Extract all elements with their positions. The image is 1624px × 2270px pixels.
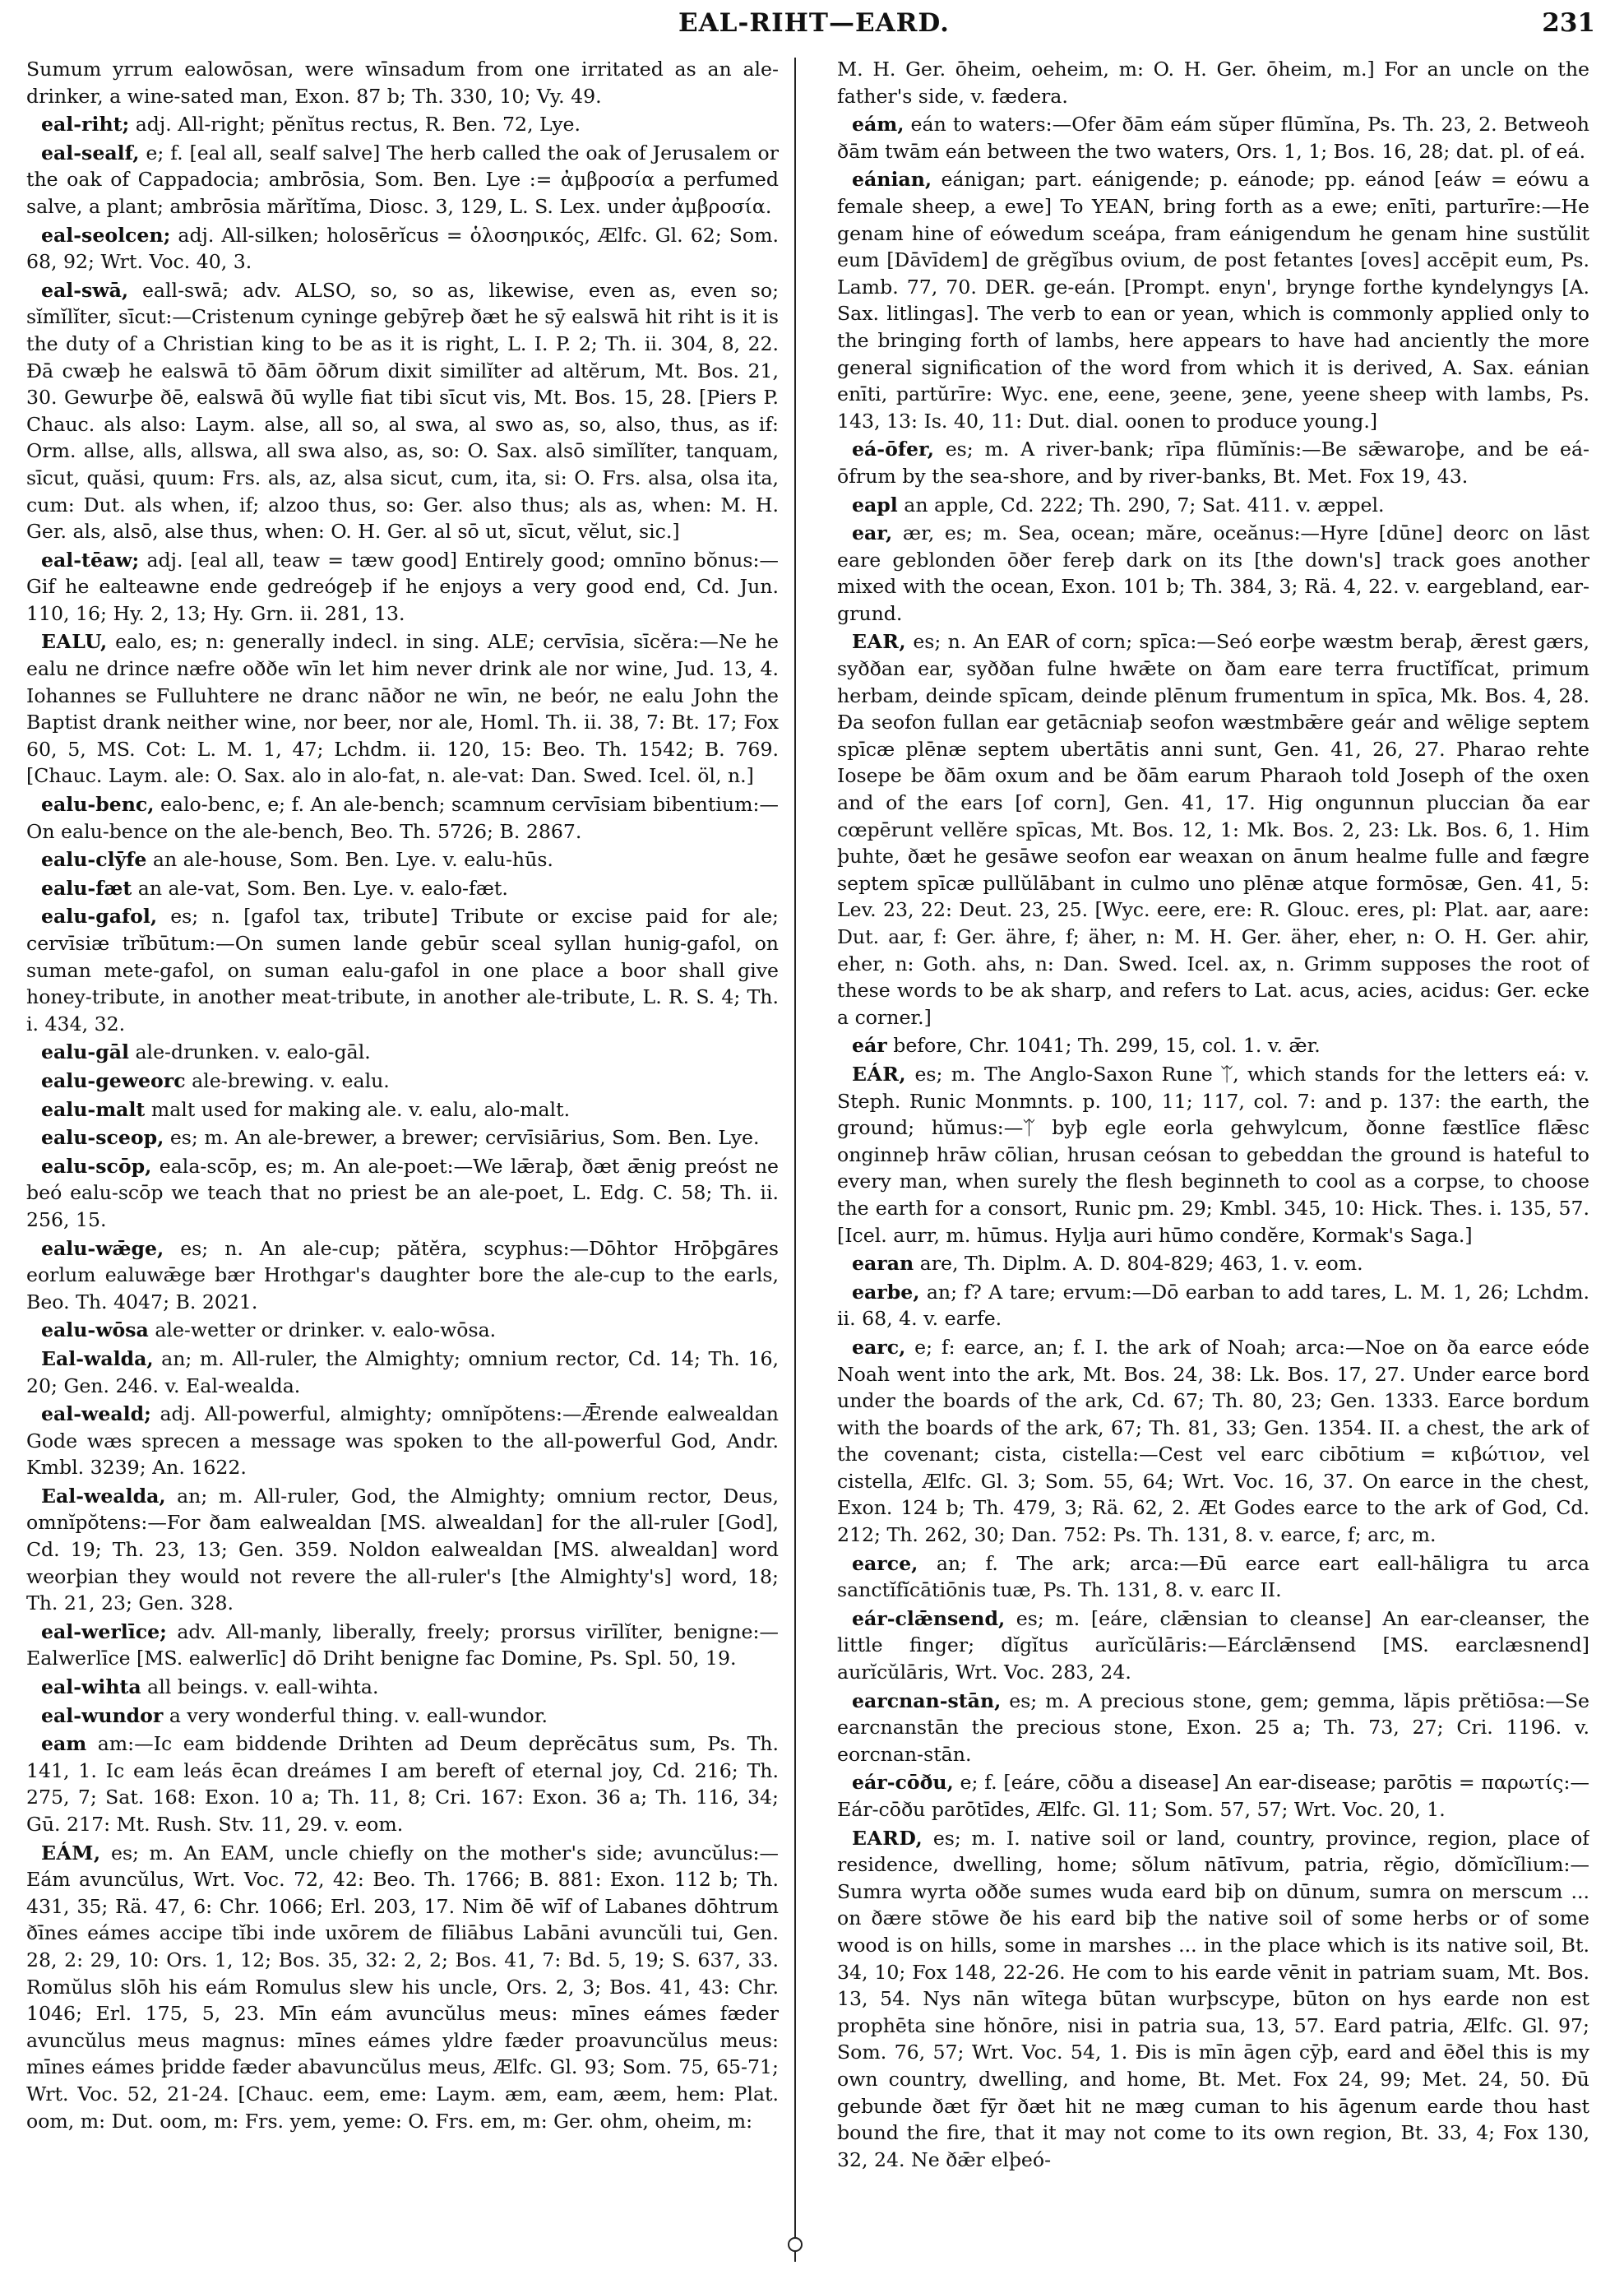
dictionary-entry [26, 1674, 779, 1701]
entry-text: ale-drunken. v. ealo-gāl. [135, 1040, 371, 1064]
entry-text: an; f. The ark; arca:—Ðū earce eart eall-hāligra tu arca sanctĭfĭcātiōnis tuæ, Ps. Th. 131, 8. v. earc II. [837, 1551, 1589, 1602]
entry-text: are, Th. Diplm. A. D. 804-829; 463, 1. v. eom. [919, 1252, 1363, 1276]
entry-headword: ealu-sceop, [41, 1126, 164, 1150]
entry-headword: eal-wihta [41, 1675, 141, 1699]
dictionary-entry [837, 492, 1589, 519]
dictionary-entry [837, 56, 1589, 109]
dictionary-entry [837, 436, 1589, 489]
entry-text: ale-brewing. v. ealu. [192, 1068, 390, 1092]
entry-headword: Eal-wealda, [41, 1484, 166, 1508]
dictionary-entry [26, 1068, 779, 1095]
entry-text: an; m. All-ruler, God, the Almighty; omnium rector, Deus, omnĭpŏtens:—For ðam ealwealdan [MS. alwealdan] for the all-ruler [God], Cd. 19; Th. 23, 13; Gen. 359. Noldon ealwealdan [MS. alwealdan] word weorþian they would not revere the all-ruler's [the Almighty's] word, 18; Th. 21, 23; Gen. 328. [26, 1484, 779, 1615]
entry-headword: eal-weald; [41, 1402, 151, 1426]
dictionary-entry [837, 1688, 1589, 1768]
dictionary-entry [26, 140, 779, 220]
dictionary-entry [837, 1334, 1589, 1549]
entry-text: es; m. An EAM, uncle chiefly on the mother's side; avuncŭlus:—Eám avuncŭlus, Wrt. Voc. 72, 42: Beo. Th. 1766; B. 881: Exon. 112 b; Th. 431, 35; Rä. 47, 6: Chr. 1066; Erl. 203, 17. Nim ðē wīf of Labanes dōhtrum ðīnes eámes accipe tĭbi inde uxōrem de fīliābus Labāni avuncŭli tui, Gen. 28, 2: 29, 10: Ors. 1, 12; Bos. 35, 32: 2, 2; Bos. 41, 7: Bd. 5, 19; S. 637, 33. Romŭlus slōh his eám Romulus slew his uncle, Ors. 2, 3; Bos. 41, 43: Chr. 1046; Erl. 175, 5, 23. Mīn eám avuncŭlus meus: mīnes eámes fæder avuncŭlus meus magnus: mīnes eámes yldre fæder proavuncŭlus meus: mīnes eámes þridde fæder abavuncŭlus meus, Ælfc. Gl. 93; Som. 75, 65-71; Wrt. Voc. 52, 21-24. [Chauc. eem, eme: Laym. æm, eam, æem, hem: Plat. oom, m: Dut. oom, m: Frs. yem, yeme: O. Frs. em, m: Ger. ohm, oheim, m: [26, 1841, 779, 2133]
dictionary-entry [26, 1235, 779, 1316]
entry-text: es; n. An ale-cup; pătĕra, scyphus:—Dōhtor Hrōþgāres eorlum ealuwǣge bær Hrothgar's daughter bore the ale-cup to the earls, Beo. Th. 4047; B. 2021. [26, 1236, 779, 1313]
entry-text: adj. [eal all, teaw = tæw good] Entirely good; omnīno bŏnus:—Gif he ealteawne ende gedreógeþ if he enjoys a very good end, Cd. Jun. 110, 16; Hy. 2, 13; Hy. Grn. ii. 281, 13. [26, 548, 779, 625]
entry-text: adj. All-silken; holosērĭcus = ὁλοσηρικός, Ælfc. Gl. 62; Som. 68, 92; Wrt. Voc. 40, 3. [26, 223, 779, 274]
dictionary-entry [837, 1550, 1589, 1604]
entry-headword: ealu-geweorc [41, 1068, 186, 1092]
entry-headword: eár-cōðu, [852, 1771, 954, 1795]
dictionary-entry [26, 903, 779, 1037]
entry-headword: eal-seolcen; [41, 223, 171, 247]
entry-headword: Eal-walda, [41, 1346, 154, 1370]
entry-text: eán to waters:—Ofer ðām eám sŭper flūmĭna, Ps. Th. 23, 2. Betweoh ðām twām eán between the two waters, Ors. 1, 1; Bos. 16, 28; dat. pl. of eá. [837, 113, 1589, 163]
entry-text: e; f: earce, an; f. I. the ark of Noah; arca:—Noe on ða earce eóde Noah went into the ark, Mt. Bos. 24, 38: Lk. Bos. 17, 27. Under earce bord under the boards of the ark, Cd. 67; Th. 80, 23; Gen. 1333. Earce bordum with the boards of the ark, 67; Th. 81, 33; Gen. 1354. II. a chest, the ark of the covenant; cista, cistella:—Cest vel earc cibōtium = κιβώτιον, vel cistella, Ælfc. Gl. 3; Som. 55, 64; Wrt. Voc. 16, 37. On earce in the chest, Exon. 124 b; Th. 479, 3; Rä. 62, 2. Æt Godes earce to the ark of God, Cd. 212; Th. 262, 30; Dan. 752: Ps. Th. 131, 8. v. earce, f; arc, m. [837, 1335, 1589, 1547]
entry-text: es; n. An EAR of corn; spīca:—Seó eorþe wæstm beraþ, ǣrest gærs, syððan ear, syððan fulne hwǣte on ðam eare terra fructĭfĭcat, primum herbam, deinde spīcam, deinde plēnum frumentum in spīca, Mk. Bos. 4, 28. Ða seofon fullan ear getācniaþ seofon wæstmbǣre geár and wēlige septem spīcæ plēnæ septem ubertātis anni sunt, Gen. 41, 26, 27. Pharao rehte Iosepe be ðām oxum and be ðām earum Pharaoh told Joseph of the oxen and of the ears [of corn], Gen. 41, 17. Hig ongunnun pluccian ða ear cœpērunt vellĕre spīcas, Mt. Bos. 12, 1: Mk. Bos. 2, 23: Lk. Bos. 6, 1. Him þuhte, ðæt he gesāwe seofon ear weaxan on ānum healme fulle and fægre septem spīcæ pullŭlābant in culmo uno plēnæ atque formōsæ, Gen. 41, 5: Lev. 23, 22: Deut. 23, 25. [Wyc. eere, ere: R. Glouc. eres, pl: Plat. aar, aare: Dut. aar, f: Ger. ähre, f; äher, n: M. H. Ger. äher, eher, n: O. H. Ger. ahir, eher, n: Goth. ahs, n: Dan. Swed. Icel. ax, n. Grimm supposes the root of these words to be ak sharp, and refers to Lat. acus, acies, acidus: Ger. ecke a corner.] [837, 630, 1589, 1029]
entry-headword: eam [41, 1732, 87, 1756]
entry-headword: eánian, [852, 168, 932, 192]
entry-text: es; m. [eáre, clǣnsian to cleanse] An ear-cleanser, the little finger; dĭgĭtus aurĭcŭlāris:—Eárclǣnsend [MS. earclæsnend] aurĭcŭlāris, Wrt. Voc. 283, 24. [837, 1606, 1589, 1684]
dictionary-entry [26, 1153, 779, 1234]
dictionary-entry [26, 56, 779, 109]
entry-headword: EÁM, [41, 1841, 101, 1865]
entry-headword: EÁR, [852, 1062, 907, 1086]
entry-text: adj. All-right; pĕnĭtus rectus, R. Ben. 72, Lye. [135, 113, 581, 137]
dictionary-entry [26, 1039, 779, 1066]
entry-headword: earc, [852, 1335, 906, 1359]
entry-headword: eal-riht; [41, 113, 130, 137]
entry-text: es; m. I. native soil or land, country, province, region, place of residence, dwelling, home; sŏlum nātīvum, patria, rĕgio, dŏmĭcĭlium:—Sumra wyrta oððe sumes wuda eard biþ on dūnum, sumra on merscum ... on ðære stōwe ðe his eard biþ the native soil of some herbs or of some wood is on hills, some in marshes ... in the place which is its native soil, Bt. 34, 10; Fox 148, 22-26. He com to his earde vēnit in patriam suam, Mt. Bos. 13, 54. Nys nān wītega būtan wurþscype, būton on hys earde non est prophēta sine hŏnōre, nisi in patria sua, 13, 57. Eard patria, Ælfc. Gl. 97; Som. 76, 57; Wrt. Voc. 54, 1. Ðis is mīn āgen cȳþ, eard and ēðel this is my own country, dwelling, and home, Bt. Met. Fox 24, 99; Met. 24, 50. Ðū gebunde ðæt fȳr ðæt hit ne mæg cuman to his āgenum earde thou hast bound the fire, that it may not come to its own region, Bt. 33, 4; Fox 130, 32, 24. Ne ðǣr elþeó- [837, 1826, 1589, 2171]
entry-text: e; f. [eal all, sealf salve] The herb called the oak of Jerusalem or the oak of Cappadocia; ambrōsia, Som. Ben. Lye := ἀμβροσία a perfumed salve, a plant; ambrōsia mărĭtĭma, Diosc. 3, 129, L. S. Lex. under ἀμβροσία. [26, 141, 779, 218]
dictionary-entry [26, 1483, 779, 1617]
entry-text: a very wonderful thing. v. eall-wundor. [169, 1703, 548, 1727]
dictionary-entry [26, 277, 779, 545]
entry-text: ær, es; m. Sea, ocean; măre, oceănus:—Hyre [dūne] deorc on lāst eare geblonden ōðer fereþ dark on its [the down's] track goes another mixed with the ocean, Exon. 101 b; Th. 384, 3; Rä. 4, 22. v. eargebland, ear-grund. [837, 521, 1589, 625]
entry-headword: eapl [852, 493, 898, 517]
dictionary-entry [26, 1124, 779, 1151]
entry-headword: ealu-scōp, [41, 1154, 152, 1178]
dictionary-entry [26, 222, 779, 276]
dictionary-entry [26, 111, 779, 138]
dictionary-entry [837, 1769, 1589, 1823]
dictionary-entry [837, 520, 1589, 627]
entry-headword: eá-ōfer, [852, 438, 934, 461]
dictionary-entry [26, 547, 779, 628]
dictionary-entry [26, 1401, 779, 1481]
entry-headword: eal-swā, [41, 278, 129, 302]
entry-headword: earce, [852, 1551, 918, 1575]
entry-text: ealo-benc, e; f. An ale-bench; scamnum cervīsiam bibentium:—On ealu-bence on the ale-bench, Beo. Th. 5726; B. 2867. [26, 793, 779, 843]
entry-headword: ealu-fæt [41, 876, 132, 900]
entry-text: es; m. A precious stone, gem; gemma, lăpis prĕtiōsa:—Se earcnanstān the precious stone, Exon. 25 a; Th. 73, 27; Cri. 1196. v. eorcnan-stān. [837, 1689, 1589, 1766]
entry-text: an apple, Cd. 222; Th. 290, 7; Sat. 411. v. æppel. [904, 493, 1385, 517]
entry-headword: eal-tēaw; [41, 548, 140, 572]
entry-headword: ealu-clȳfe [41, 848, 147, 872]
entry-text: an ale-house, Som. Ben. Lye. v. ealu-hūs. [152, 848, 553, 872]
entry-text: am:—Ic eam biddende Drihten ad Deum deprĕcātus sum, Ps. Th. 141, 1. Ic eam leás ēcan dreámes I am bereft of eternal joy, Cd. 216; Th. 275, 7; Sat. 168: Exon. 10 a; Th. 11, 8; Cri. 167: Exon. 36 a; Th. 116, 34; Gū. 217: Mt. Rush. Stv. 11, 29. v. eom. [26, 1732, 779, 1836]
entry-text: before, Chr. 1041; Th. 299, 15, col. 1. v. ǣr. [893, 1034, 1321, 1058]
left-column [26, 56, 779, 2268]
entry-headword: eal-sealf, [41, 141, 140, 164]
page-header [33, 8, 1595, 44]
entry-text: es; m. An ale-brewer, a brewer; cervīsiārius, Som. Ben. Lye. [169, 1126, 760, 1150]
dictionary-entry [837, 1250, 1589, 1277]
entry-text: es; n. [gafol tax, tribute] Tribute or excise paid for ale; cervīsiæ trĭbūtum:—On sumen lande gebūr sceal syllan hunig-gafol, on suman mete-gafol, on suman ealu-gafol in one place a boor shall give honey-tribute, in another meat-tribute, in another ale-tribute, L. R. S. 4; Th. i. 434, 32. [26, 905, 779, 1035]
entry-text: eánigan; part. eánigende; p. eánode; pp. eánod [eáw = eówu a female sheep, a ewe] To YEAN, bring forth as a ewe; enīti, parturīre:—He genam hine of eówedum sceápa, fram eánigendum he genam hine sustŭlit eum [Dāvīdem] de grĕgĭbus ovium, de post fetantes [oves] accēpit eum, Ps. Lamb. 77, 70. DER. ge-eán. [Prompt. enyn', brynge forthe kyndelyngys [A. Sax. litlingas]. The verb to ean or yean, which is commonly applied only to the bringing forth of lambs, here appears to have had anciently the more general signification of the word from which it is derived, A. Sax. eánian enīti, partŭrīre: Wyc. ene, eene, ȝeene, ȝene, yeene sheep with lambs, Ps. 143, 13: Is. 40, 11: Dut. dial. oonen to produce young.] [837, 168, 1589, 433]
entry-text: ale-wetter or drinker. v. ealo-wōsa. [155, 1318, 497, 1342]
dictionary-entry [26, 628, 779, 790]
entry-text: an ale-vat, Som. Ben. Lye. v. ealo-fæt. [137, 876, 508, 900]
entry-headword: ealu-wōsa [41, 1318, 149, 1342]
entry-headword: earcnan-stān, [852, 1689, 1002, 1712]
column-rule-ornament [788, 2237, 803, 2252]
dictionary-entry [837, 1279, 1589, 1332]
entry-text: M. H. Ger. ōheim, oeheim, m: O. H. Ger. ōheim, m.] For an uncle on the father's side, v. fædera. [837, 58, 1589, 108]
running-head: EAL-RIHT—EARD. [678, 8, 950, 38]
dictionary-entry [26, 875, 779, 902]
entry-headword: ealu-benc, [41, 793, 155, 817]
dictionary-entry [837, 1032, 1589, 1059]
entry-text: ealo, es; n: generally indecl. in sing. ALE; cervīsia, sīcĕra:—Ne he ealu ne drince næfre oððe wīn let him never drink ale nor wine, Jud. 13, 4. Iohannes se Fulluhtere ne dranc nāðor ne wīn, ne beór, ne ealu John the Baptist drank neither wine, nor beer, nor ale, Homl. Th. ii. 38, 7: Bt. 17; Fox 60, 5, MS. Cot: L. M. 1, 47; Lchdm. ii. 120, 15: Beo. Th. 1542; B. 769. [Chauc. Laym. ale: O. Sax. alo in alo-fat, n. ale-vat: Dan. Swed. Icel. öl, n.] [26, 630, 779, 788]
entry-text: eall-swā; adv. ALSO, so, so as, likewise, even as, even so; sĭmĭlĭter, sīcut:—Cristenum cyninge gebȳreþ ðæt he sȳ ealswā hit riht is it is the duty of a Christian king to be as it is right, L. I. P. 2; Th. ii. 304, 8, 22. Ðā cwæþ he ealswā tō ðām ōðrum dixit similĭter ad altĕrum, Mt. Bos. 21, 30. Gewurþe ðē, ealswā ðū wylle fiat tibi sīcut vis, Mt. Bos. 15, 28. [Piers P. Chauc. als also: Laym. alse, all so, al swa, al swo as, so, also, thus, as if: Orm. allse, alls, allswa, all swa also, as, so: O. Sax. alsō simĭlĭter, tanquam, sīcut, quăsi, quum: Frs. als, az, alsa sicut, cum, ita, si: O. Frs. alsa, olsa ita, cum: Dut. als when, if; alzoo thus, so: Ger. also thus; als as, when: M. H. Ger. als, alsō, alse thus, when: O. H. Ger. al sō ut, sīcut, vĕlut, sic.] [26, 278, 779, 544]
dictionary-entry [837, 1061, 1589, 1248]
entry-text: e; f. [eáre, cōðu a disease] An ear-disease; parōtis = παρωτίς:—Eár-cōðu parōtīdes, Ælfc. Gl. 11; Som. 57, 57; Wrt. Voc. 20, 1. [837, 1771, 1589, 1821]
entry-text: an; f? A tare; ervum:—Dō earban to add tares, L. M. 1, 26; Lchdm. ii. 68, 4. v. earfe. [837, 1280, 1589, 1331]
entry-headword: eám, [852, 113, 905, 137]
entry-text: all beings. v. eall-wihta. [147, 1675, 379, 1699]
dictionary-entry [837, 1825, 1589, 2174]
entry-headword: EAR, [852, 630, 907, 654]
entry-headword: ealu-gāl [41, 1040, 129, 1064]
entry-headword: eár [852, 1034, 887, 1058]
entry-text: adj. All-powerful, almighty; omnĭpŏtens:—Ǣrende ealwealdan Gode wæs sprecen a message was spoken to the all-powerful God, Andr. Kmbl. 3239; An. 1622. [26, 1402, 779, 1480]
dictionary-entry [26, 1317, 779, 1344]
dictionary-entry [26, 1619, 779, 1672]
entry-text: malt used for making ale. v. ealu, alo-malt. [150, 1097, 571, 1121]
entry-text: adv. All-manly, liberally, freely; prorsus virīlĭter, benigne:—Ealwerlīce [MS. ealwerlīc] dō Driht benigne fac Domine, Ps. Spl. 50, 19. [26, 1619, 779, 1670]
entry-text: eala-scōp, es; m. An ale-poet:—We lǣraþ, ðæt ǣnig preóst ne beó ealu-scōp we teach that no priest be an ale-poet, L. Edg. C. 58; Th. ii. 256, 15. [26, 1154, 779, 1231]
entry-headword: ealu-gafol, [41, 905, 158, 929]
dictionary-entry [26, 1346, 779, 1399]
entry-text: Sumum yrrum ealowōsan, were wīnsadum from one irritated as an ale-drinker, a wine-sated man, Exon. 87 b; Th. 330, 10; Vy. 49. [26, 58, 779, 108]
entry-headword: earan [852, 1252, 914, 1276]
entry-headword: ear, [852, 521, 893, 545]
entry-text: an; m. All-ruler, the Almighty; omnium rector, Cd. 14; Th. 16, 20; Gen. 246. v. Eal-wealda. [26, 1346, 779, 1397]
dictionary-entry [837, 628, 1589, 1031]
dictionary-entry [26, 791, 779, 845]
dictionary-entry [837, 111, 1589, 164]
entry-headword: ealu-malt [41, 1097, 146, 1121]
entry-headword: EARD, [852, 1826, 923, 1850]
entry-headword: eal-wundor [41, 1703, 164, 1727]
entry-headword: eár-clǣnsend, [852, 1606, 1006, 1630]
page-number: 231 [1542, 8, 1595, 38]
column-rule [794, 58, 796, 2262]
entry-headword: earbe, [852, 1280, 920, 1304]
dictionary-entry [26, 846, 779, 873]
dictionary-entry [26, 1730, 779, 1837]
dictionary-entry [837, 166, 1589, 434]
entry-headword: eal-werlīce; [41, 1619, 167, 1643]
dictionary-entry [26, 1096, 779, 1123]
entry-text: es; m. The Anglo-Saxon Rune ᛠ, which stands for the letters eá: v. Steph. Runic Monmnts. p. 100, 11; 117, col. 7: and p. 137: the earth, the ground; hŭmus:—ᛠ byþ egle eorla gehwylcum, ðonne fæstlīce flǣsc onginneþ hrāw cōlian, hrusan ceósan to gebeddan the ground is hateful to every man, when surely the flesh beginneth to cool as a corpse, to choose the earth for a consort, Runic pm. 29; Kmbl. 345, 10: Hick. Thes. i. 135, 57. [Icel. aurr, m. hūmus. Hylja auri hūmo condĕre, Kormak's Saga.] [837, 1062, 1589, 1247]
entry-headword: EALU, [41, 630, 108, 654]
entry-headword: ealu-wǣge, [41, 1236, 164, 1260]
dictionary-entry [26, 1840, 779, 2135]
right-column [837, 56, 1589, 2268]
entry-text: es; m. A river-bank; rīpa flūmĭnis:—Be sǣwaroþe, and be eá-ōfrum by the sea-shore, and by river-banks, Bt. Met. Fox 19, 43. [837, 438, 1589, 488]
dictionary-entry [26, 1702, 779, 1730]
dictionary-entry [837, 1605, 1589, 1686]
